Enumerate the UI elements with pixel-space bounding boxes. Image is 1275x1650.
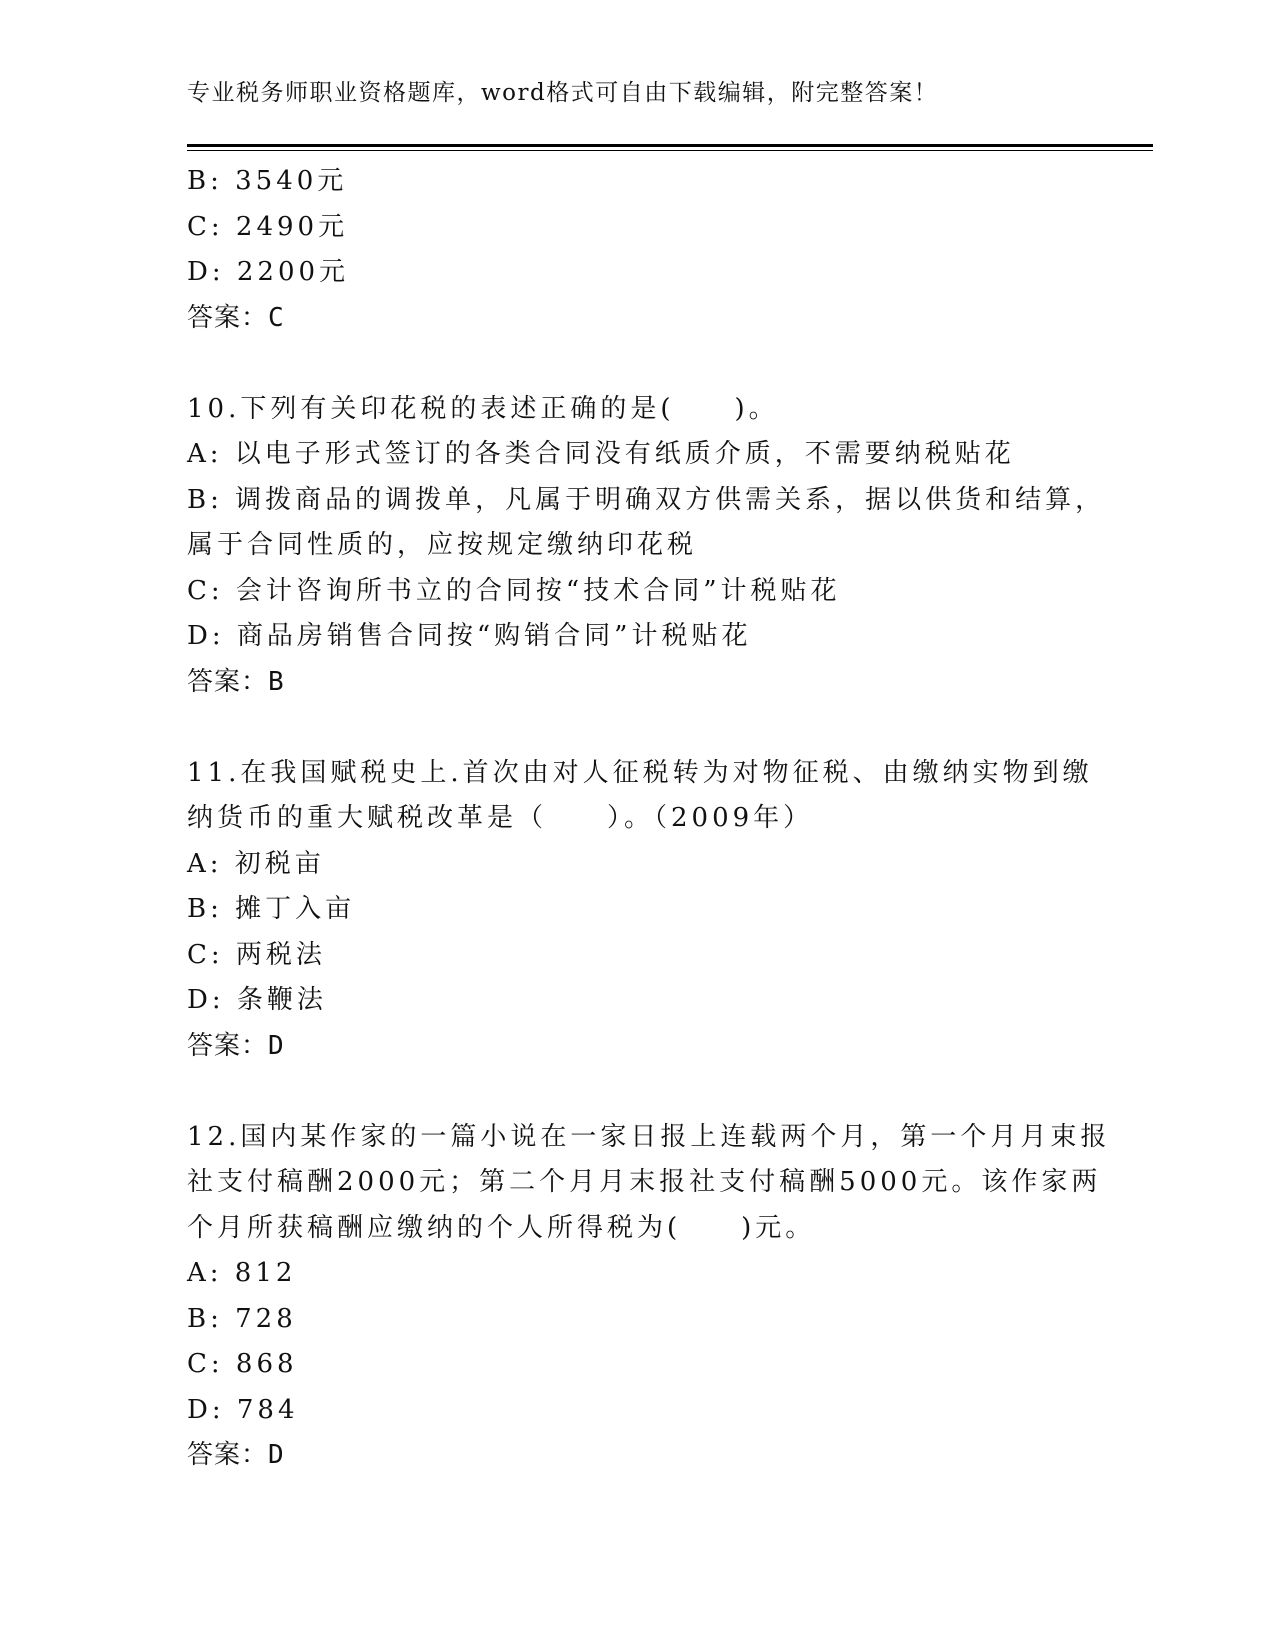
option-c: C: 868 bbox=[187, 1349, 298, 1379]
answer-line: 答案：D bbox=[187, 1440, 285, 1470]
question-10 bbox=[187, 387, 1106, 706]
option-a: A: 812 bbox=[187, 1258, 297, 1288]
option-a: A: 初税亩 bbox=[187, 848, 325, 879]
answer-line: 答案：D bbox=[187, 1030, 285, 1061]
option-a: A: 以电子形式签订的各类合同没有纸质介质，不需要纳税贴花 bbox=[187, 439, 1015, 469]
question-stem-continued: 社支付稿酬2000元；第二个月月末报社支付稿酬5000元。该作家两 bbox=[187, 1167, 1102, 1197]
option-d: D: 商品房销售合同按“购销合同”计税贴花 bbox=[187, 621, 752, 651]
question-9-continuation bbox=[187, 159, 1087, 341]
question-11 bbox=[187, 751, 1093, 1070]
question-content bbox=[187, 159, 1111, 1479]
option-c: C: 2490元 bbox=[187, 211, 349, 242]
option-b-continued: 属于合同性质的，应按规定缴纳印花税 bbox=[187, 530, 698, 560]
question-stem: 12.国内某作家的一篇小说在一家日报上连载两个月，第一个月月束报 bbox=[187, 1121, 1111, 1152]
option-b: B: 摊丁入亩 bbox=[187, 894, 356, 924]
answer-line: 答案：B bbox=[187, 666, 285, 697]
spacer bbox=[187, 1069, 1087, 1115]
option-b: B: 3540元 bbox=[187, 166, 348, 196]
option-d: D: 784 bbox=[187, 1394, 299, 1425]
option-d: D: 2200元 bbox=[187, 257, 350, 287]
header-rule-thin bbox=[187, 150, 1153, 151]
question-stem: 10.下列有关印花税的表述正确的是( )。 bbox=[187, 393, 779, 424]
spacer bbox=[187, 341, 1087, 387]
question-stem: 11.在我国赋税史上.首次由对人征税转为对物征税、由缴纳实物到缴 bbox=[187, 757, 1093, 788]
question-12 bbox=[187, 1115, 1111, 1479]
option-c: C: 会计咨询所书立的合同按“技术合同”计税贴花 bbox=[187, 575, 841, 606]
option-c: C: 两税法 bbox=[187, 939, 326, 970]
option-b: B: 728 bbox=[187, 1303, 297, 1334]
question-stem-continued: 纳货币的重大赋税改革是（ ）。（2009年） bbox=[187, 803, 814, 833]
option-b: B: 调拨商品的调拨单，凡属于明确双方供需关系，据以供货和结算， bbox=[187, 484, 1106, 515]
question-stem-continued: 个月所获稿酬应缴纳的个人所得税为( )元。 bbox=[187, 1212, 816, 1243]
page-header: 专业税务师职业资格题库，word格式可自由下载编辑，附完整答案！ bbox=[187, 80, 939, 106]
spacer bbox=[187, 705, 1087, 751]
header-rule-thick bbox=[187, 144, 1153, 147]
option-d: D: 条鞭法 bbox=[187, 985, 327, 1015]
answer-line: 答案：C bbox=[187, 302, 285, 333]
